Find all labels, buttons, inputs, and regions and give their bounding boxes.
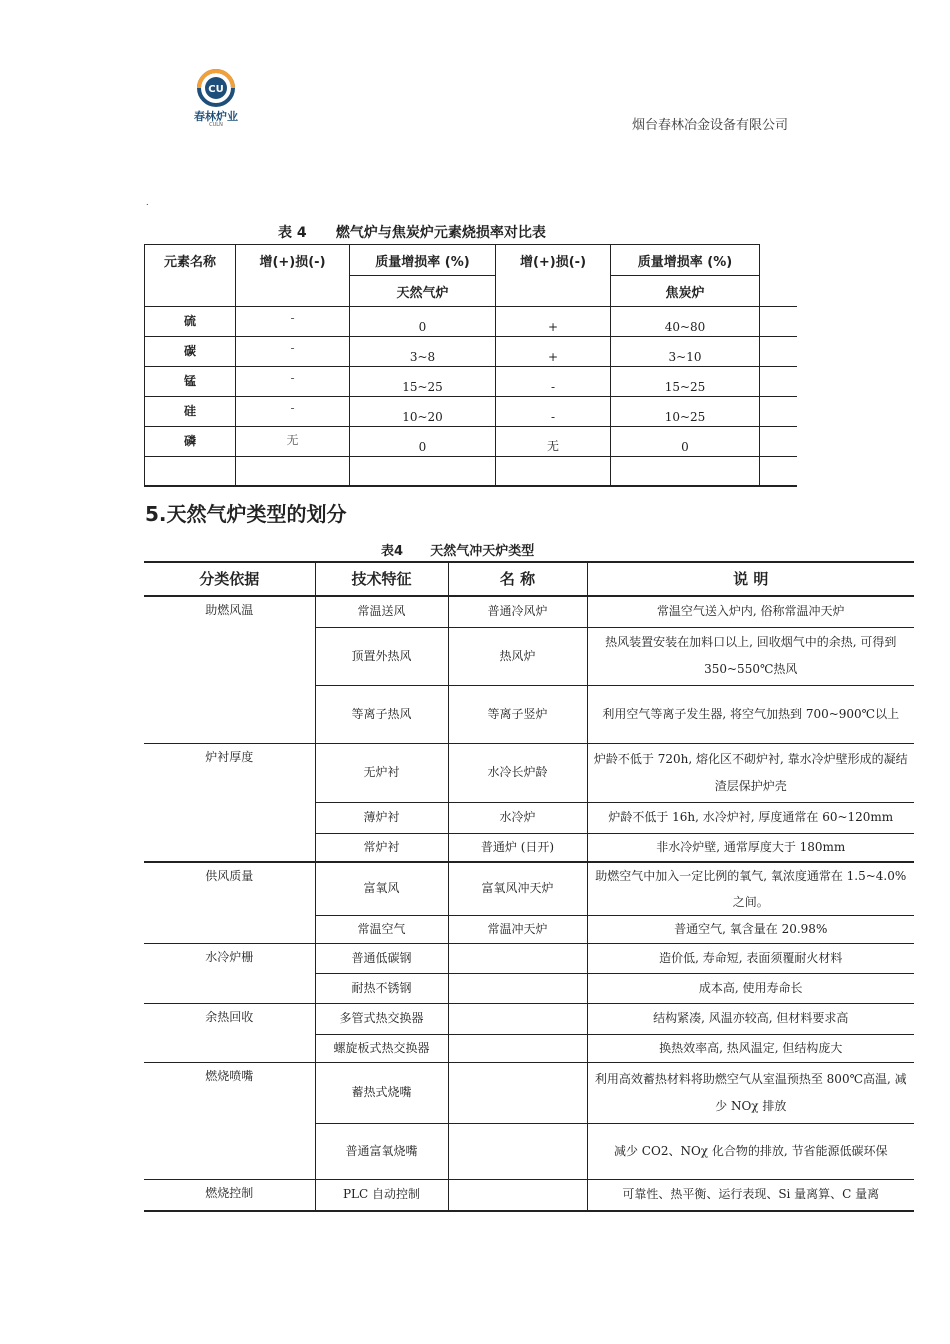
table2-caption: 表4 天然气冲天炉类型 — [381, 544, 535, 559]
value-cell: 3~10 — [611, 337, 760, 367]
table-row — [144, 1003, 914, 1034]
name-cell — [448, 1123, 587, 1179]
header-rate-1: 质量增损率 (%) — [350, 245, 496, 276]
category-cell: 助燃风温 — [144, 596, 315, 743]
header-sign-1: 增(+)损(-) — [236, 245, 350, 307]
value-cell: 3~8 — [350, 337, 496, 367]
section-title: 5.天然气炉类型的划分 — [145, 502, 347, 526]
value-cell: 0 — [611, 427, 760, 457]
desc-cell: 利用空气等离子发生器, 将空气加热到 700~900℃以上 — [587, 685, 914, 743]
category-cell: 炉衬厚度 — [144, 743, 315, 862]
table-row — [145, 397, 797, 427]
feature-cell: 等离子热风 — [315, 685, 448, 743]
desc-cell: 减少 CO2、NOχ 化合物的排放, 节省能源低碳环保 — [587, 1123, 914, 1179]
desc-cell: 造价低, 寿命短, 表面须覆耐火材料 — [587, 943, 914, 973]
desc-cell: 助燃空气中加入一定比例的氧气, 氧浓度通常在 1.5~4.0%之间。 — [587, 862, 914, 916]
blank-cell — [760, 427, 797, 457]
header-rate-2: 质量增损率 (%) — [611, 245, 760, 276]
header-element-name: 元素名称 — [145, 245, 236, 307]
sign-cell: 无 — [236, 427, 350, 457]
sign-cell: - — [236, 337, 350, 367]
desc-cell: 成本高, 使用寿命长 — [587, 973, 914, 1003]
company-name: 烟台春林冶金设备有限公司 — [632, 118, 789, 133]
element-cell: 锰 — [145, 367, 236, 397]
sign-cell: - — [496, 367, 611, 397]
blank-cell — [760, 457, 797, 486]
category-cell: 供风质量 — [144, 862, 315, 944]
feature-cell: 富氧风 — [315, 862, 448, 916]
stray-dot: . — [146, 198, 149, 207]
blank-cell — [760, 307, 797, 337]
blank-cell — [760, 397, 797, 427]
blank-cell — [236, 457, 350, 486]
table-row — [144, 743, 914, 802]
blank-cell — [496, 457, 611, 486]
name-cell — [448, 1179, 587, 1211]
table-row — [144, 1062, 914, 1123]
name-cell — [448, 1003, 587, 1034]
sign-cell: + — [496, 337, 611, 367]
table-row — [145, 457, 797, 486]
name-cell: 普通冷风炉 — [448, 596, 587, 627]
feature-cell: PLC 自动控制 — [315, 1179, 448, 1211]
desc-cell: 炉龄不低于 720h, 熔化区不砌炉衬, 靠水冷炉壁形成的凝结渣层保护炉壳 — [587, 743, 914, 802]
name-cell: 富氧风冲天炉 — [448, 862, 587, 916]
desc-cell: 热风装置安装在加料口以上, 回收烟气中的余热, 可得到 350~550℃热风 — [587, 627, 914, 685]
name-cell — [448, 1062, 587, 1123]
name-cell — [448, 943, 587, 973]
value-cell: 10~25 — [611, 397, 760, 427]
name-cell: 等离子竖炉 — [448, 685, 587, 743]
table-row — [145, 337, 797, 367]
category-cell: 燃烧喷嘴 — [144, 1062, 315, 1179]
feature-cell: 多管式热交换器 — [315, 1003, 448, 1034]
feature-cell: 螺旋板式热交换器 — [315, 1034, 448, 1062]
logo-mark-text: CU — [208, 84, 224, 95]
blank-cell — [611, 457, 760, 486]
name-cell: 水冷炉 — [448, 802, 587, 833]
value-cell: 40~80 — [611, 307, 760, 337]
category-cell: 燃烧控制 — [144, 1179, 315, 1211]
table-row — [145, 307, 797, 337]
desc-cell: 普通空气, 氧含量在 20.98% — [587, 915, 914, 943]
feature-cell: 无炉衬 — [315, 743, 448, 802]
feature-cell: 常温空气 — [315, 915, 448, 943]
logo-mark-icon — [186, 68, 246, 110]
name-cell: 普通炉 (日开) — [448, 833, 587, 862]
sign-cell: - — [236, 307, 350, 337]
blank-cell — [760, 367, 797, 397]
category-cell: 水冷炉栅 — [144, 943, 315, 1003]
feature-cell: 薄炉衬 — [315, 802, 448, 833]
header-name: 名 称 — [448, 562, 587, 596]
table-row — [145, 427, 797, 457]
sign-cell: - — [236, 397, 350, 427]
value-cell: 15~25 — [611, 367, 760, 397]
subheader-natural-gas: 天然气炉 — [350, 276, 496, 307]
subheader-coke: 焦炭炉 — [611, 276, 760, 307]
name-cell: 常温冲天炉 — [448, 915, 587, 943]
logo-cn-text: 春林炉业 — [194, 110, 238, 123]
blank-cell — [760, 337, 797, 367]
feature-cell: 蓄热式烧嘴 — [315, 1062, 448, 1123]
table-row — [144, 943, 914, 973]
value-cell: 0 — [350, 427, 496, 457]
element-cell: 碳 — [145, 337, 236, 367]
logo-en-text: CULN — [209, 122, 223, 128]
blank-cell — [145, 457, 236, 486]
table1-caption: 表 4 燃气炉与焦炭炉元素烧损率对比表 — [278, 225, 546, 241]
table-row — [144, 862, 914, 916]
desc-cell: 炉龄不低于 16h, 水冷炉衬, 厚度通常在 60~120mm — [587, 802, 914, 833]
feature-cell: 普通低碳钢 — [315, 943, 448, 973]
feature-cell: 耐热不锈钢 — [315, 973, 448, 1003]
value-cell: 0 — [350, 307, 496, 337]
table-row — [144, 1179, 914, 1211]
category-cell: 余热回收 — [144, 1003, 315, 1062]
feature-cell: 常炉衬 — [315, 833, 448, 862]
table-row — [144, 596, 914, 627]
table-row — [145, 367, 797, 397]
name-cell: 水冷长炉龄 — [448, 743, 587, 802]
feature-cell: 顶置外热风 — [315, 627, 448, 685]
sign-cell: + — [496, 307, 611, 337]
element-cell: 硫 — [145, 307, 236, 337]
sign-cell: - — [236, 367, 350, 397]
desc-cell: 可靠性、热平衡、运行表现、Si 量离算、C 量离 — [587, 1179, 914, 1211]
name-cell — [448, 973, 587, 1003]
blank-cell — [760, 245, 797, 307]
header-sign-2: 增(+)损(-) — [496, 245, 611, 307]
name-cell — [448, 1034, 587, 1062]
furnace-type-table — [144, 561, 914, 1212]
feature-cell: 普通富氧烧嘴 — [315, 1123, 448, 1179]
element-cell: 磷 — [145, 427, 236, 457]
desc-cell: 非水冷炉壁, 通常厚度大于 180mm — [587, 833, 914, 862]
desc-cell: 换热效率高, 热风温定, 但结构庞大 — [587, 1034, 914, 1062]
feature-cell: 常温送风 — [315, 596, 448, 627]
header-desc: 说 明 — [587, 562, 914, 596]
name-cell: 热风炉 — [448, 627, 587, 685]
desc-cell: 利用高效蓄热材料将助燃空气从室温预热至 800℃高温, 减少 NOχ 排放 — [587, 1062, 914, 1123]
sign-cell: - — [496, 397, 611, 427]
value-cell: 15~25 — [350, 367, 496, 397]
sign-cell: 无 — [496, 427, 611, 457]
company-logo — [186, 68, 246, 128]
header-category: 分类依据 — [144, 562, 315, 596]
element-loss-table — [144, 244, 797, 487]
desc-cell: 常温空气送入炉内, 俗称常温冲天炉 — [587, 596, 914, 627]
desc-cell: 结构紧凑, 风温亦较高, 但材料要求高 — [587, 1003, 914, 1034]
blank-cell — [350, 457, 496, 486]
value-cell: 10~20 — [350, 397, 496, 427]
header-feature: 技术特征 — [315, 562, 448, 596]
element-cell: 硅 — [145, 397, 236, 427]
